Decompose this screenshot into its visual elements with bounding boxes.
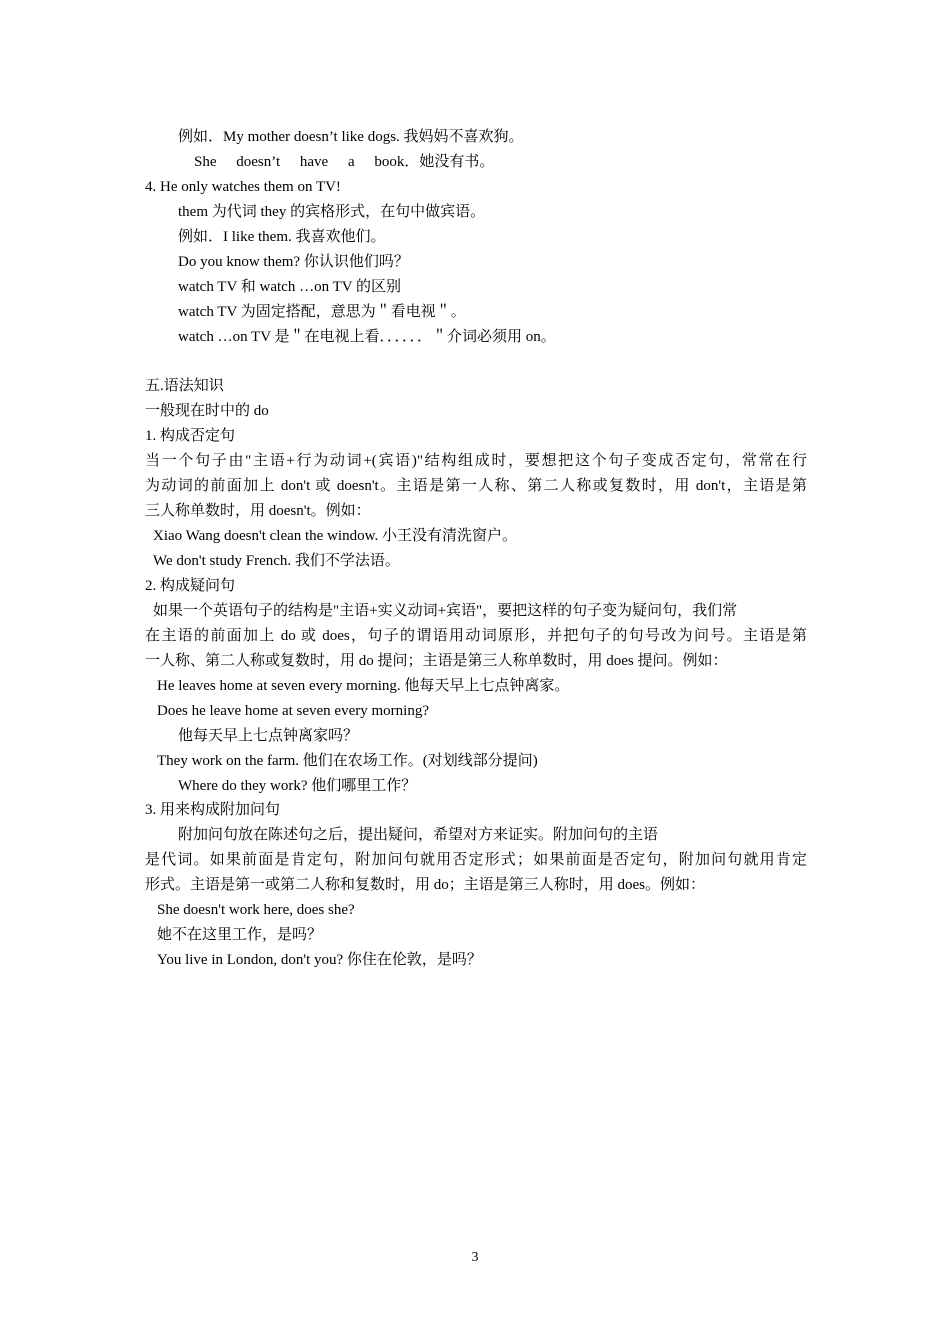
example-line: Xiao Wang doesn't clean the window. 小王没有清洗窗户。 <box>153 528 517 544</box>
page-number: 3 <box>471 1250 479 1265</box>
paragraph-line: 是代词。如果前面是肯定句，附加问句就用否定形式；如果前面是否定句，附加问句就用肯定 <box>145 852 807 868</box>
example-line: She doesn't work here, does she? <box>157 902 355 918</box>
example-line: 他每天早上七点钟离家吗？ <box>178 728 359 744</box>
heading-item-4: 4. He only watches them on TV! <box>145 179 341 195</box>
text-line: watch …on TV 是＂在电视上看．．．．．．＂介词必须用 on。 <box>178 329 556 345</box>
text-line: 例如．I like them. 我喜欢他们。 <box>178 229 386 245</box>
text-line: She doesn’t have a book．她没有书。 <box>194 154 495 170</box>
example-line: Does he leave home at seven every morning? <box>157 703 429 719</box>
example-line: You live in London, don't you? 你住在伦敦，是吗？ <box>157 952 482 968</box>
section-heading: 五.语法知识 <box>145 378 224 394</box>
text-line: 例如．My mother doesn’t like dogs. 我妈妈不喜欢狗。 <box>178 129 524 145</box>
heading-item-3: 3. 用来构成附加问句 <box>145 802 281 818</box>
paragraph-line: 附加问句放在陈述句之后，提出疑问，希望对方来证实。附加问句的主语 <box>178 827 659 843</box>
example-line: We don't study French. 我们不学法语。 <box>153 553 400 569</box>
paragraph-line: 一人称、第二人称或复数时，用 do 提问；主语是第三人称单数时，用 does 提问。例如： <box>145 653 728 669</box>
example-line: They work on the farm. 他们在农场工作。(对划线部分提问) <box>157 753 538 769</box>
text-line: watch TV 为固定搭配，意思为＂看电视＂。 <box>178 304 466 320</box>
heading-item-2: 2. 构成疑问句 <box>145 578 236 594</box>
heading-item-1: 1. 构成否定句 <box>145 428 236 444</box>
paragraph-line: 当一个句子由"主语+行为动词+(宾语)"结构组成时，要想把这个句子变成否定句，常常在行 <box>145 453 807 469</box>
text-line: them 为代词 they 的宾格形式，在句中做宾语。 <box>178 204 486 220</box>
text-line: watch TV 和 watch …on TV 的区别 <box>178 279 402 295</box>
text-line: Do you know them? 你认识他们吗？ <box>178 254 409 270</box>
paragraph-line: 为动词的前面加上 don't 或 doesn't。主语是第一人称、第二人称或复数时，用 don't，主语是第 <box>145 478 807 494</box>
subsection-heading: 一般现在时中的 do <box>145 403 269 419</box>
example-line: He leaves home at seven every morning. 他每天早上七点钟离家。 <box>157 678 570 694</box>
example-line: 她不在这里工作，是吗？ <box>157 927 323 943</box>
example-line: Where do they work? 他们哪里工作？ <box>178 778 417 794</box>
paragraph-line: 形式。主语是第一或第二人称和复数时，用 do；主语是第三人称时，用 does。例如： <box>145 877 705 893</box>
paragraph-line: 如果一个英语句子的结构是"主语+实义动词+宾语"，要把这样的句子变为疑问句，我们常 <box>153 603 738 619</box>
paragraph-line: 在主语的前面加上 do 或 does，句子的谓语用动词原形，并把句子的句号改为问号。主语是第 <box>145 628 807 644</box>
paragraph-line: 三人称单数时，用 doesn't。例如： <box>145 503 371 519</box>
